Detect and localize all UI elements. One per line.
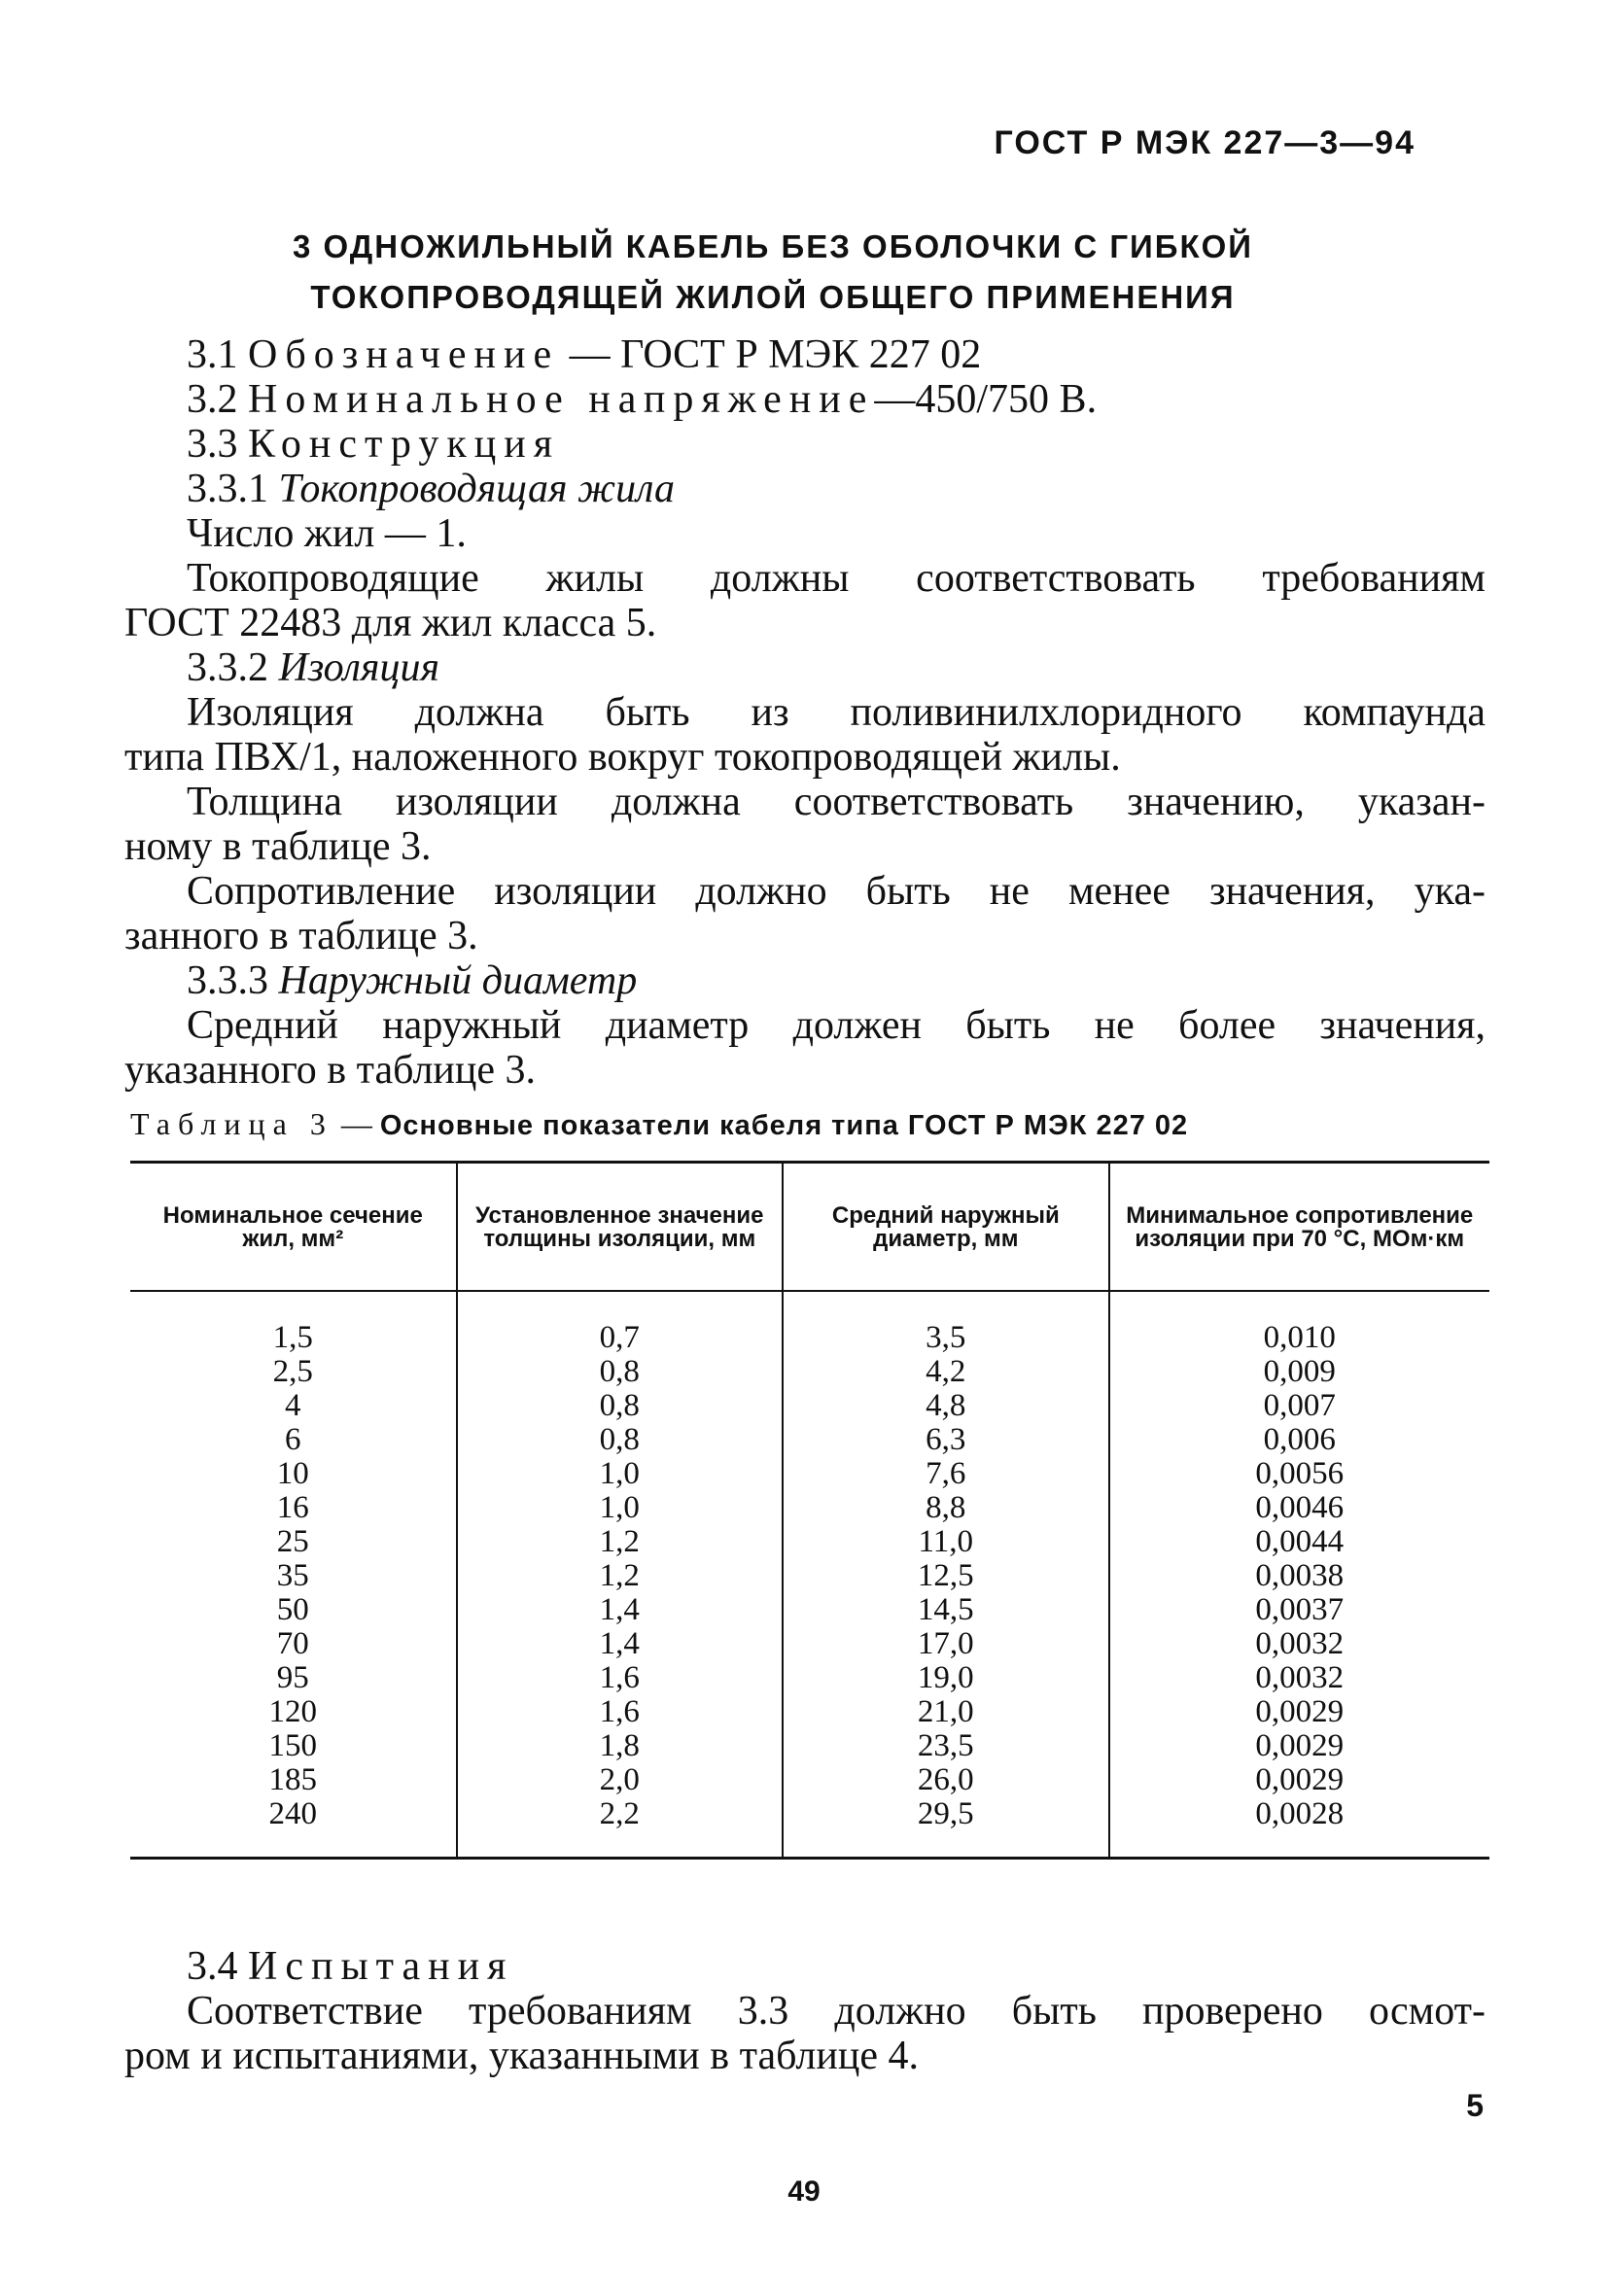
thickness-text-line-1: Толщина изоляции должна соответствовать значению, указан- (187, 780, 1486, 824)
clause-label: Конструкция (248, 422, 561, 467)
table-cell: 0,0029 (1109, 1729, 1489, 1763)
table-row (130, 1355, 1489, 1389)
table-cell: 25 (276, 1524, 309, 1559)
table-cell: 14,5 (783, 1593, 1109, 1627)
clause-number: 3.3 (187, 422, 238, 467)
clause-3-3-3 (124, 958, 1486, 1003)
conductors-text-line-2: ГОСТ 22483 для жил класса 5. (124, 601, 657, 645)
table-row (130, 1797, 1489, 1859)
table-cell: 0,009 (1109, 1355, 1489, 1389)
table-row (130, 1291, 1489, 1355)
table-caption-label: Таблица 3 (130, 1106, 333, 1141)
clause-3-1 (124, 332, 1486, 377)
table-cell: 1,0 (457, 1457, 784, 1491)
table-cell: 19,0 (783, 1661, 1109, 1695)
clause-text: — ГОСТ Р МЭК 227 02 (569, 332, 982, 377)
table-cell: 0,0029 (1109, 1695, 1489, 1729)
table-cell: 2,0 (457, 1763, 784, 1797)
table-cell: 1,6 (457, 1661, 784, 1695)
clause-3-2 (124, 377, 1486, 422)
clause-number: 3.3.3 (187, 958, 268, 1003)
column-header-cross-section: Номинальное сечение жил, мм² (130, 1163, 457, 1292)
clause-number: 3.2 (187, 377, 238, 422)
table-cell: 16 (276, 1490, 309, 1525)
table-caption (130, 1106, 1188, 1142)
clause-number: 3.4 (187, 1944, 238, 1989)
table-cell: 1,4 (457, 1627, 784, 1661)
clause-3-3 (124, 422, 1486, 467)
cores-count-text: Число жил — 1. (187, 511, 467, 556)
table-cell: 21,0 (783, 1695, 1109, 1729)
table-row (130, 1661, 1489, 1695)
table-cell: 240 (268, 1796, 317, 1831)
table-cell: 1,2 (457, 1559, 784, 1593)
clause-label: Испытания (248, 1944, 514, 1989)
table-cell: 0,010 (1109, 1291, 1489, 1355)
column-header-insulation-thickness: Установленное значение толщины изоляции, мм (457, 1163, 784, 1292)
page-number: 49 (787, 2175, 821, 2208)
table-row (130, 1457, 1489, 1491)
table-cell: 4,8 (783, 1389, 1109, 1423)
table-cell: 0,8 (457, 1423, 784, 1457)
table-cell: 50 (276, 1592, 309, 1627)
section-title (175, 222, 1371, 323)
tests-text-line-1: Соответствие требованиям 3.3 должно быть проверено осмот- (187, 1989, 1486, 2034)
table-cell: 1,5 (272, 1320, 313, 1355)
table-row (130, 1729, 1489, 1763)
insulation-text-line-2: типа ПВХ/1, наложенного вокруг токопроводящей жилы. (124, 735, 1121, 780)
table-row (130, 1423, 1489, 1457)
clause-3-3-2 (124, 645, 1486, 690)
table-cell: 185 (268, 1762, 317, 1797)
table-row (130, 1389, 1489, 1423)
table-row (130, 1593, 1489, 1627)
table-cell: 4,2 (783, 1355, 1109, 1389)
column-header-insulation-resistance: Минимальное сопротивление изоляции при 70 °С, МОм·км (1109, 1163, 1489, 1292)
section-title-line-1: 3 ОДНОЖИЛЬНЫЙ КАБЕЛЬ БЕЗ ОБОЛОЧКИ С ГИБКОЙ (292, 228, 1254, 264)
table-cell: 12,5 (783, 1559, 1109, 1593)
clause-3-4 (124, 1944, 1486, 1989)
sheet-mark: 5 (1466, 2088, 1484, 2123)
table-cell: 7,6 (783, 1457, 1109, 1491)
clause-label: Изоляция (278, 645, 439, 690)
standard-code-header: ГОСТ Р МЭК 227—3—94 (994, 124, 1416, 161)
table-cell: 29,5 (783, 1797, 1109, 1859)
table-cell: 0,0029 (1109, 1763, 1489, 1797)
insulation-text-line-1: Изоляция должна быть из поливинилхлоридного компаунда (187, 690, 1486, 735)
table-cell: 26,0 (783, 1763, 1109, 1797)
table-caption-dash: — (332, 1106, 380, 1141)
table-row (130, 1491, 1489, 1525)
table-cell: 120 (268, 1694, 317, 1729)
table-cell: 0,0032 (1109, 1627, 1489, 1661)
resistance-text-line-1: Сопротивление изоляции должно быть не менее значения, ука- (187, 869, 1486, 914)
table-cell: 95 (276, 1660, 309, 1695)
table-header-row (130, 1163, 1489, 1292)
table-cell: 0,0046 (1109, 1491, 1489, 1525)
table-cell: 0,7 (457, 1291, 784, 1355)
table-cell: 0,8 (457, 1355, 784, 1389)
table-cell: 2,5 (272, 1354, 313, 1389)
tests-text-line-2: ром и испытаниями, указанными в таблице 4. (124, 2034, 919, 2078)
table-cell: 1,6 (457, 1695, 784, 1729)
table-cell: 11,0 (783, 1525, 1109, 1559)
thickness-text-line-2: ному в таблице 3. (124, 824, 432, 869)
table-cell: 0,0056 (1109, 1457, 1489, 1491)
column-header-outer-diameter: Средний наружный диаметр, мм (783, 1163, 1109, 1292)
diameter-text-line-2: указанного в таблице 3. (124, 1048, 536, 1093)
table-cell: 0,0038 (1109, 1559, 1489, 1593)
conductors-text-line-1: Токопроводящие жилы должны соответствовать требованиям (187, 556, 1486, 601)
table-cell: 0,007 (1109, 1389, 1489, 1423)
resistance-text-line-2: занного в таблице 3. (124, 914, 478, 958)
table-cell: 0,0032 (1109, 1661, 1489, 1695)
table-cell: 1,0 (457, 1491, 784, 1525)
clause-label: Номинальное напряжение (248, 377, 875, 422)
table-cell: 2,2 (457, 1797, 784, 1859)
diameter-text-line-1: Средний наружный диаметр должен быть не более значения, (187, 1003, 1486, 1048)
clause-label: Обозначение (248, 332, 560, 377)
table-cell: 6 (285, 1422, 301, 1457)
table-row (130, 1763, 1489, 1797)
table-row (130, 1525, 1489, 1559)
table-caption-title: Основные показатели кабеля типа ГОСТ Р МЭК 227 02 (379, 1110, 1189, 1141)
table-cell: 1,4 (457, 1593, 784, 1627)
data-table-container (130, 1161, 1489, 1860)
table-row (130, 1559, 1489, 1593)
clause-label: Наружный диаметр (278, 958, 638, 1003)
table-row (130, 1695, 1489, 1729)
clause-text: —450/750 В. (874, 377, 1098, 422)
clause-number: 3.1 (187, 332, 238, 377)
table-cell: 0,0028 (1109, 1797, 1489, 1859)
table-cell: 1,8 (457, 1729, 784, 1763)
table-cell: 35 (276, 1558, 309, 1593)
table-cell: 8,8 (783, 1491, 1109, 1525)
section-title-line-2: ТОКОПРОВОДЯЩЕЙ ЖИЛОЙ ОБЩЕГО ПРИМЕНЕНИЯ (310, 279, 1236, 315)
table-cell: 6,3 (783, 1423, 1109, 1457)
table-body (130, 1291, 1489, 1859)
table-cell: 10 (276, 1456, 309, 1491)
clause-number: 3.3.1 (187, 467, 268, 511)
table-cell: 0,8 (457, 1389, 784, 1423)
tests-section (124, 1944, 1486, 2078)
clause-3-3-1 (124, 467, 1486, 511)
table-cell: 0,0037 (1109, 1593, 1489, 1627)
table-row (130, 1627, 1489, 1661)
table-cell: 1,2 (457, 1525, 784, 1559)
clause-number: 3.3.2 (187, 645, 268, 690)
clause-label: Токопроводящая жила (278, 467, 675, 511)
table-cell: 4 (285, 1388, 301, 1423)
table-cell: 150 (268, 1728, 317, 1763)
cable-parameters-table (130, 1161, 1489, 1860)
table-cell: 3,5 (783, 1291, 1109, 1355)
table-cell: 70 (276, 1626, 309, 1661)
table-cell: 17,0 (783, 1627, 1109, 1661)
table-cell: 0,0044 (1109, 1525, 1489, 1559)
table-cell: 23,5 (783, 1729, 1109, 1763)
body-text (124, 332, 1486, 1093)
table-cell: 0,006 (1109, 1423, 1489, 1457)
